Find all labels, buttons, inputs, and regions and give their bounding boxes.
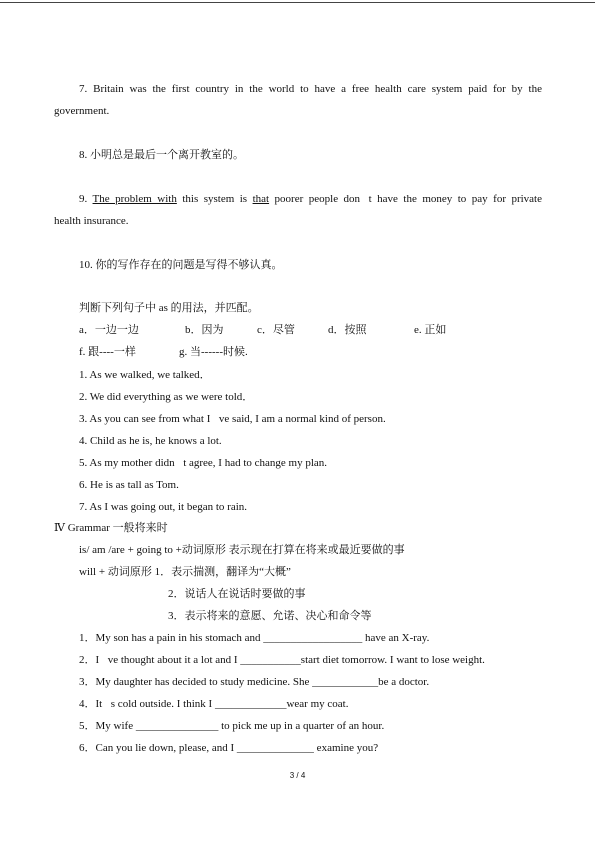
- sentence-7-line-1: 7. Britain was the first country in the world to have a free health care system paid for by the: [79, 83, 542, 95]
- grammar-rule-going-to: is/ am /are + going to +动词原形 表示现在打算在将来或最近要做的事: [79, 544, 405, 556]
- sentence-9-rest: poorer people don t have the money to pay for private: [269, 193, 543, 205]
- sentence-9-line-2: health insurance.: [54, 215, 129, 227]
- sentence-9-middle: this system is: [176, 193, 253, 205]
- option-d: d．按照: [328, 324, 367, 336]
- exercise-6: 6．Can you lie down, please, and I ______________ examine you?: [79, 742, 379, 754]
- as-item-3: 3. As you can see from what I ve said, I am a normal kind of person.: [79, 413, 386, 425]
- sentence-9-underlined-that: that: [252, 193, 270, 205]
- page-number: 3 / 4: [289, 771, 306, 780]
- exercise-1: 1．My son has a pain in his stomach and __________________ have an X-ray.: [79, 632, 430, 644]
- grammar-rule-will: will + 动词原形 1．表示揣测，翻译为“大概”: [79, 566, 291, 578]
- as-item-7: 7. As I was going out, it began to rain.: [79, 501, 248, 513]
- exercise-2: 2．I ve thought about it a lot and I ___________start diet tomorrow. I want to lose weight.: [79, 654, 485, 666]
- grammar-rule-will-2: 2．说话人在说话时要做的事: [168, 588, 306, 600]
- grammar-rule-will-3: 3．表示将来的意愿、允诺、决心和命令等: [168, 610, 372, 622]
- as-item-4: 4. Child as he is, he knows a lot.: [79, 435, 222, 447]
- option-c: c．尽管: [257, 324, 295, 336]
- as-item-6: 6. He is as tall as Tom.: [79, 479, 179, 491]
- exercise-3: 3．My daughter has decided to study medicine. She ____________be a doctor.: [79, 676, 430, 688]
- option-a: a．一边一边: [79, 324, 139, 336]
- as-item-1: 1. As we walked, we talked．: [79, 369, 211, 381]
- as-item-5: 5. As my mother didn t agree, I had to change my plan.: [79, 457, 328, 469]
- sentence-8: 8. 小明总是最后一个离开教室的。: [79, 149, 244, 161]
- grammar-heading: Ⅳ Grammar 一般将来时: [54, 522, 168, 534]
- as-usage-heading: 判断下列句子中 as 的用法，并匹配。: [79, 302, 259, 314]
- exercise-4: 4．It s cold outside. I think I _____________wear my coat.: [79, 698, 349, 710]
- option-f: f. 跟----一样: [79, 346, 136, 358]
- sentence-9-prefix: 9.: [79, 193, 93, 205]
- page-top-border: [0, 2, 595, 3]
- sentence-9-line-1: [79, 192, 542, 206]
- sentence-7-line-2: government.: [54, 105, 110, 117]
- exercise-5: 5．My wife _______________ to pick me up in a quarter of an hour.: [79, 720, 385, 732]
- sentence-9-underlined-phrase: The problem with: [92, 193, 177, 205]
- option-g: g. 当------时候.: [179, 346, 248, 358]
- option-b: b．因为: [185, 324, 224, 336]
- sentence-10: 10. 你的写作存在的问题是写得不够认真。: [79, 259, 283, 271]
- option-e: e. 正如: [414, 324, 447, 336]
- as-item-2: 2. We did everything as we were told．: [79, 391, 254, 403]
